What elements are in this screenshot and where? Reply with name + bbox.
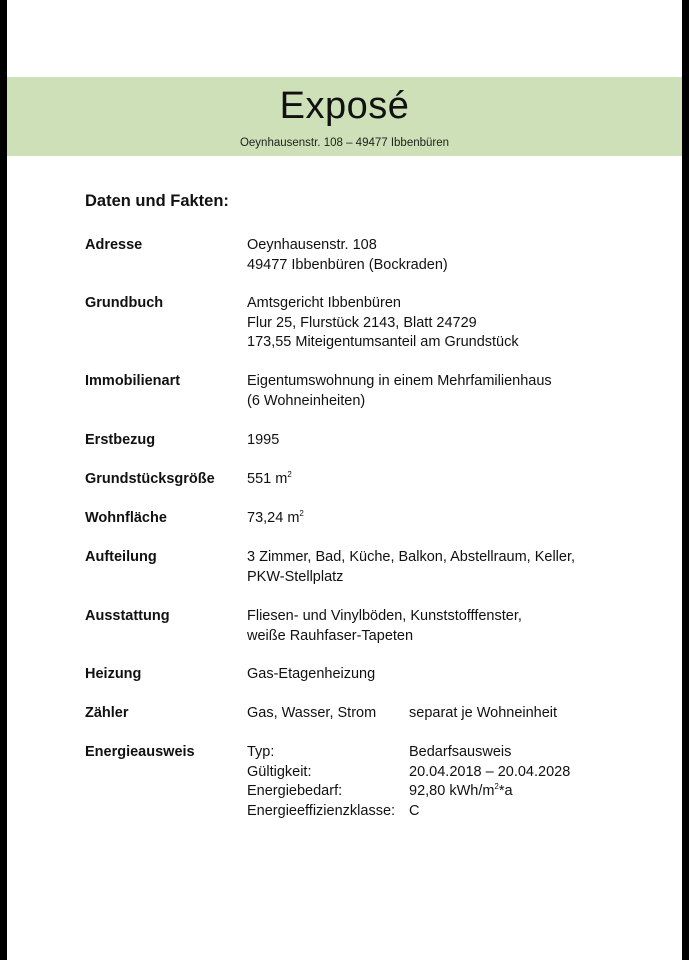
superscript: 2 xyxy=(299,509,304,518)
fact-value xyxy=(247,548,575,587)
energy-labels xyxy=(247,743,395,821)
fact-value-line: Eigentumswohnung in einem Mehrfamilienhaus xyxy=(247,373,552,389)
fact-value-line: (6 Wohneinheiten) xyxy=(247,392,366,409)
fact-label: Heizung xyxy=(85,666,142,682)
fact-value-line: PKW-Stellplatz xyxy=(247,568,344,585)
fact-value-text: 551 m xyxy=(247,471,288,487)
fact-value-line: Oeynhausenstr. 108 xyxy=(247,237,377,253)
fact-value-line: 173,55 Miteigentumsanteil am Grundstück xyxy=(247,334,519,350)
fact-value: Gas-Etagenheizung xyxy=(247,666,376,682)
superscript: 2 xyxy=(494,782,499,791)
energy-typ-label: Typ: xyxy=(247,744,275,760)
fact-value-line: 49477 Ibbenbüren (Bockraden) xyxy=(247,256,448,273)
fact-value xyxy=(247,470,292,490)
energy-typ-value: Bedarfsausweis xyxy=(409,744,512,760)
fact-label: Grundbuch xyxy=(85,295,164,311)
energy-validity-value: 20.04.2018 – 20.04.2028 xyxy=(409,763,571,780)
title-banner xyxy=(7,77,682,156)
fact-value-line: Flur 25, Flurstück 2143, Blatt 24729 xyxy=(247,314,477,331)
energy-demand-unit: *a xyxy=(498,783,513,799)
fact-value-line: Fliesen- und Vinylböden, Kunststofffenster, xyxy=(247,608,522,624)
fact-label: Aufteilung xyxy=(85,549,157,565)
page-title: Exposé xyxy=(279,85,410,127)
energy-values xyxy=(409,743,570,821)
energy-class-value: C xyxy=(409,802,420,819)
fact-label: Zähler xyxy=(85,705,129,721)
page-subtitle: Oeynhausenstr. 108 – 49477 Ibbenbüren xyxy=(239,137,450,149)
fact-value xyxy=(247,509,304,529)
energy-validity-label: Gültigkeit: xyxy=(247,763,312,780)
fact-label: Ausstattung xyxy=(85,608,170,624)
fact-label: Energieausweis xyxy=(85,744,195,760)
energy-demand-label: Energiebedarf: xyxy=(247,783,343,799)
fact-note: separat je Wohneinheit xyxy=(409,705,558,721)
section-heading: Daten und Fakten: xyxy=(85,192,229,210)
energy-demand-value xyxy=(409,782,570,802)
energy-class-label: Energieeffizienzklasse: xyxy=(247,802,396,819)
fact-value xyxy=(247,372,552,411)
fact-value xyxy=(247,294,519,353)
superscript: 2 xyxy=(287,470,292,479)
document-page xyxy=(7,0,682,960)
fact-value: Gas, Wasser, Strom xyxy=(247,705,377,721)
fact-label: Erstbezug xyxy=(85,432,156,448)
fact-label: Grundstücksgröße xyxy=(85,471,215,487)
energy-demand-text: 92,80 kWh/m xyxy=(409,783,495,799)
fact-value xyxy=(247,607,522,646)
fact-value-line: weiße Rauhfaser-Tapeten xyxy=(247,627,414,644)
fact-label: Adresse xyxy=(85,237,143,253)
fact-value-text: 73,24 m xyxy=(247,510,300,526)
fact-value-line: Amtsgericht Ibbenbüren xyxy=(247,295,401,311)
fact-label: Immobilienart xyxy=(85,373,181,389)
fact-value xyxy=(247,236,448,275)
fact-label: Wohnfläche xyxy=(85,510,167,526)
fact-value: 1995 xyxy=(247,432,280,448)
fact-value-line: 3 Zimmer, Bad, Küche, Balkon, Abstellraum, Keller, xyxy=(247,549,576,565)
